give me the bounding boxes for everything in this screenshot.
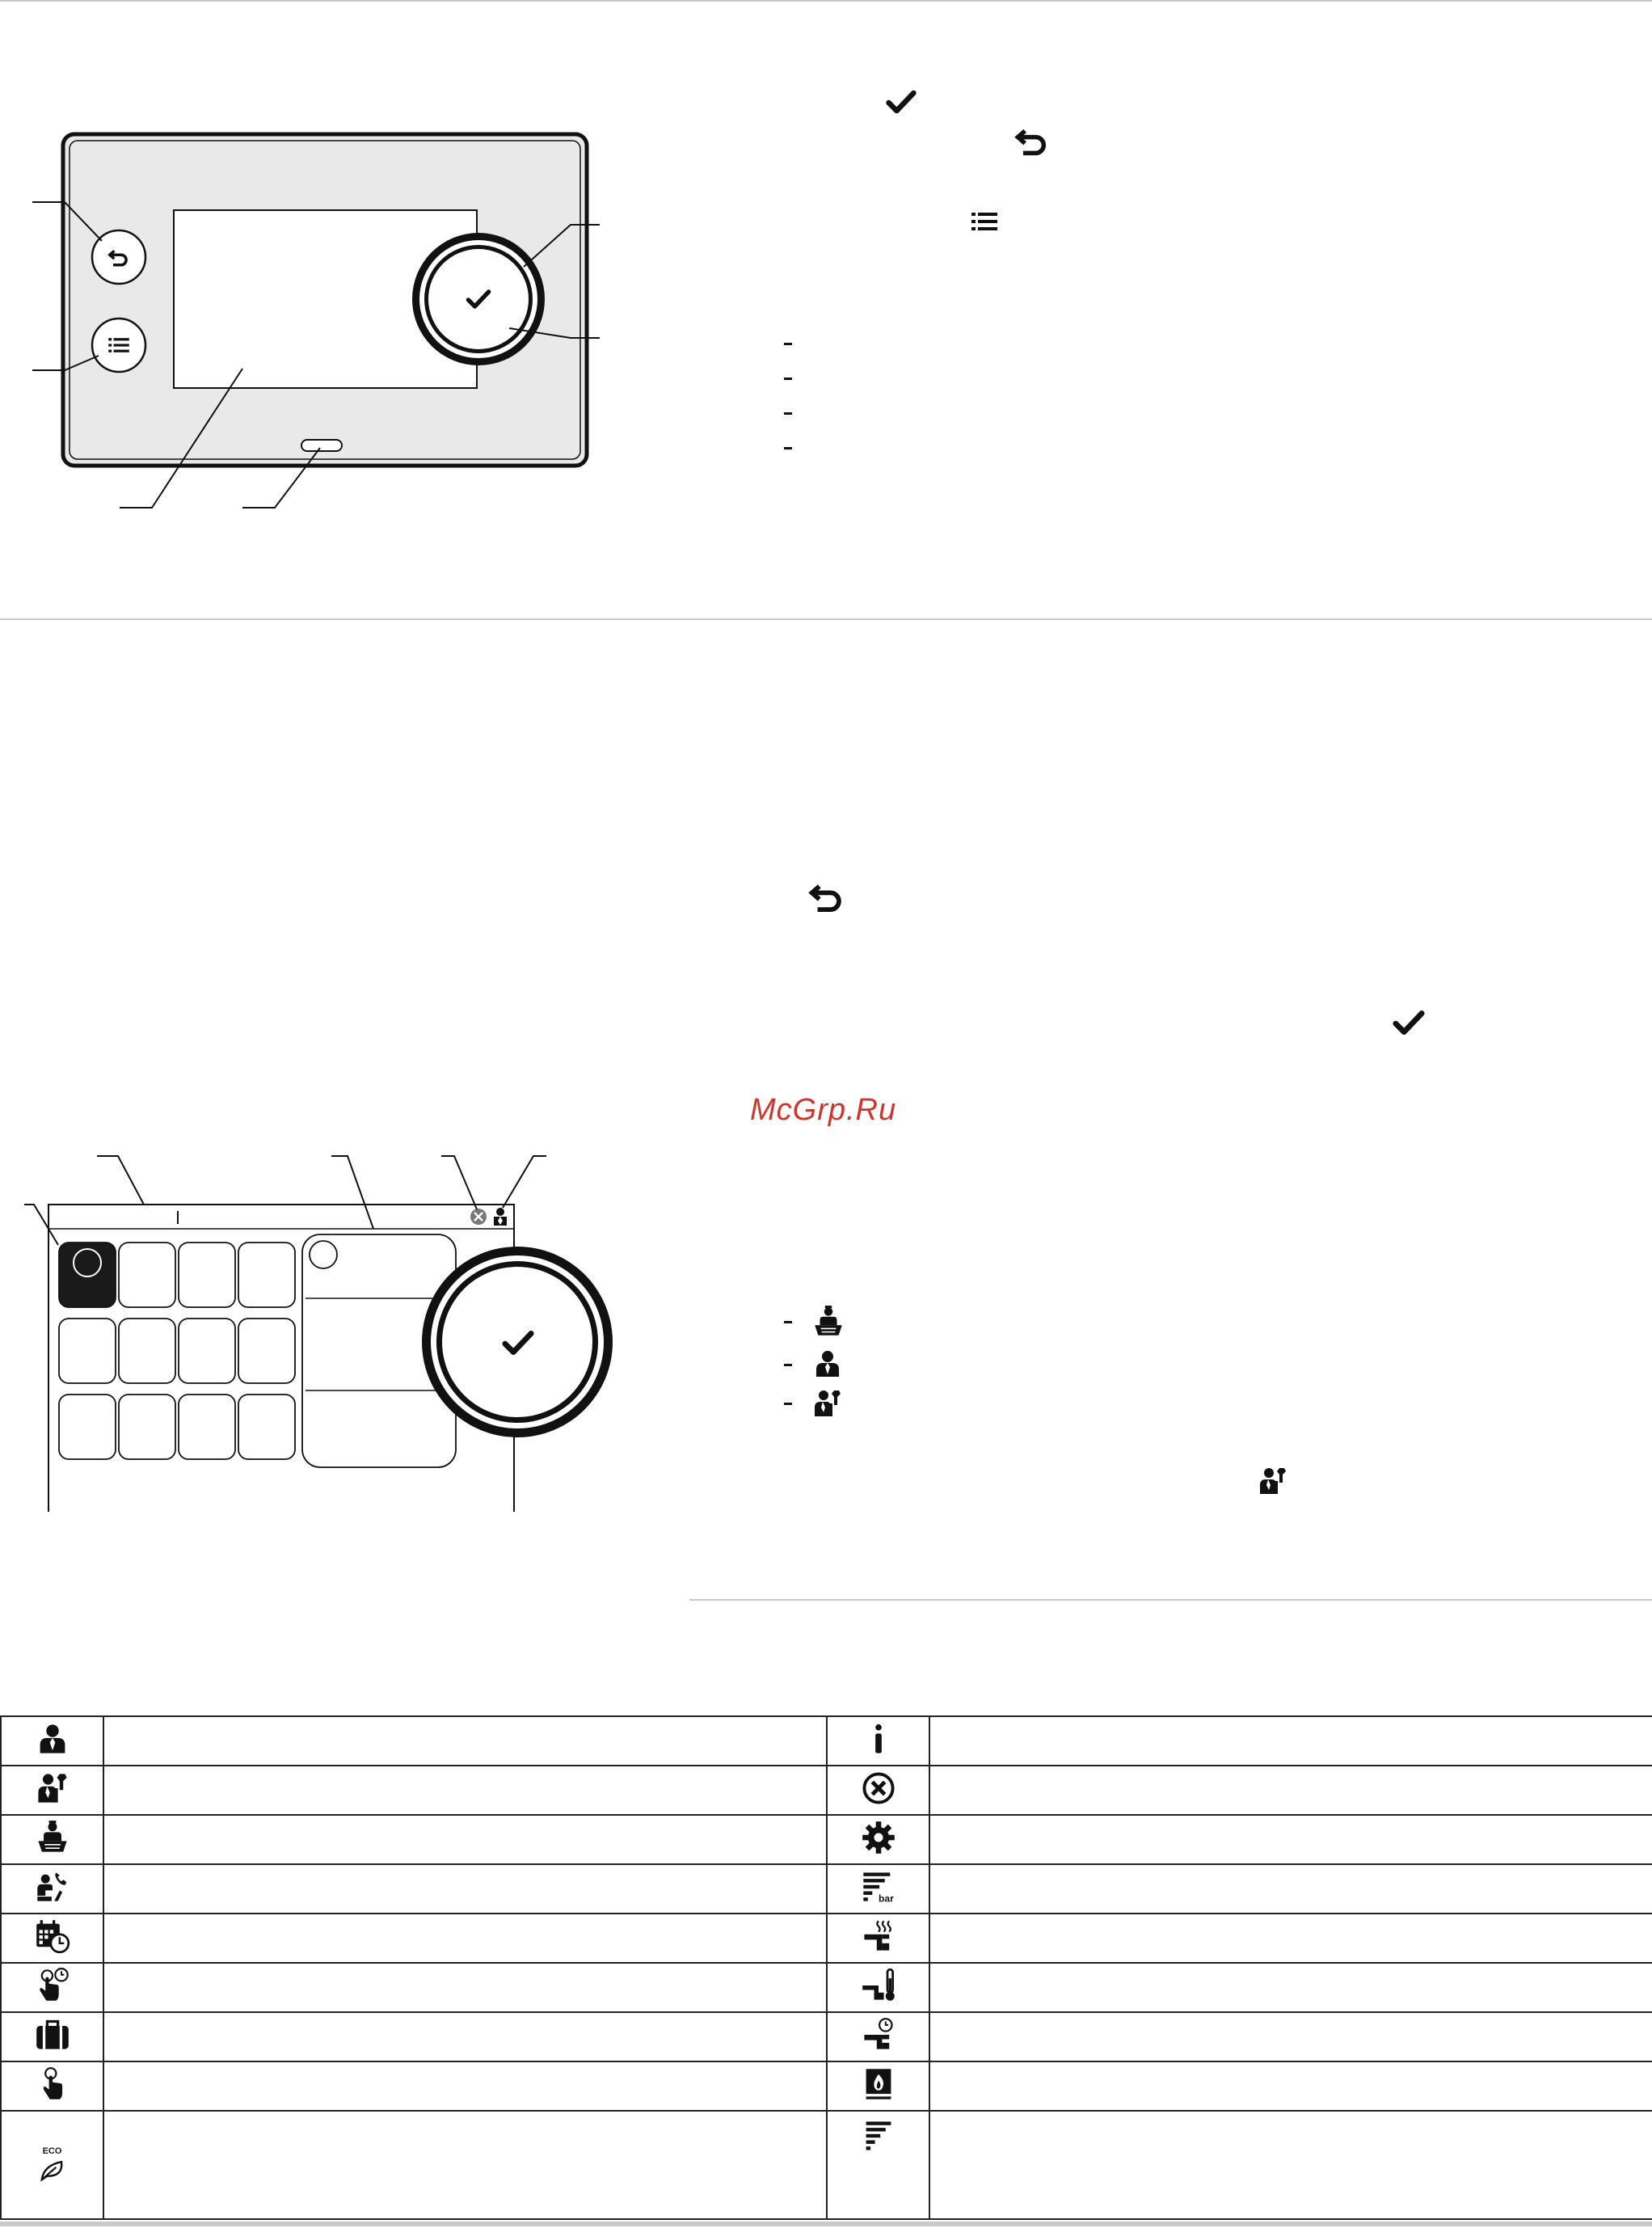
table-row (1, 2111, 1652, 2219)
error-x-icon (861, 1770, 896, 1806)
list-dash (784, 343, 792, 345)
table-row (1, 2061, 1652, 2111)
bottom-rule (0, 2222, 1652, 2226)
watermark: McGrp.Ru (750, 1093, 897, 1127)
holiday-suitcase-icon (35, 2017, 70, 2053)
table-row (1, 1716, 1652, 1766)
table-row (1, 1914, 1652, 1963)
back-icon (1014, 123, 1050, 158)
check-icon (1390, 1004, 1427, 1041)
chimney-sweep-icon (35, 1820, 70, 1855)
settings-gear-icon (861, 1820, 896, 1855)
list-dash (784, 1321, 792, 1323)
manual-timer-icon (35, 1968, 70, 2003)
installer-icon (1257, 1465, 1289, 1497)
list-dash (784, 378, 792, 380)
list-dash (784, 1403, 792, 1405)
back-icon (808, 878, 845, 915)
chimney-sweep-icon (811, 1305, 845, 1339)
calendar-clock-icon (35, 1918, 70, 1954)
info-icon (861, 1721, 896, 1757)
pressure-bar-icon (861, 1869, 896, 1905)
section-rule (0, 618, 1652, 620)
status-led (301, 440, 342, 451)
list-dash (784, 447, 792, 449)
top-rule (0, 0, 1652, 2)
table-row (1, 1766, 1652, 1815)
table-row (1, 1963, 1652, 2012)
table-row (1, 2012, 1652, 2061)
service-call-icon (35, 1869, 70, 1905)
manual-mode-icon (35, 2066, 70, 2102)
user-icon (811, 1348, 844, 1380)
control-panel-illustration (0, 121, 630, 525)
table-row (1, 1815, 1652, 1864)
menu-icon (968, 205, 1001, 238)
hot-water-temperature-icon (861, 1968, 896, 2003)
eco-leaf-icon (35, 2147, 70, 2183)
hot-water-timer-icon (861, 2017, 896, 2053)
table-row (1, 1864, 1652, 1914)
tile-selected (59, 1243, 116, 1307)
symbol-table (0, 1715, 1652, 2220)
display-illustration (0, 1140, 630, 1512)
installer-icon (35, 1770, 70, 1806)
installer-icon (811, 1387, 844, 1420)
check-icon (883, 84, 919, 120)
boiler-flame-icon (861, 2066, 896, 2102)
user-icon (35, 1721, 70, 1757)
eco-label: ECO (42, 2146, 62, 2156)
hot-water-tap-icon (861, 1918, 896, 1954)
heating-lines-icon (861, 2118, 896, 2154)
table-top-rule (689, 1599, 1652, 1601)
list-dash (784, 1364, 792, 1366)
list-dash (784, 412, 792, 415)
